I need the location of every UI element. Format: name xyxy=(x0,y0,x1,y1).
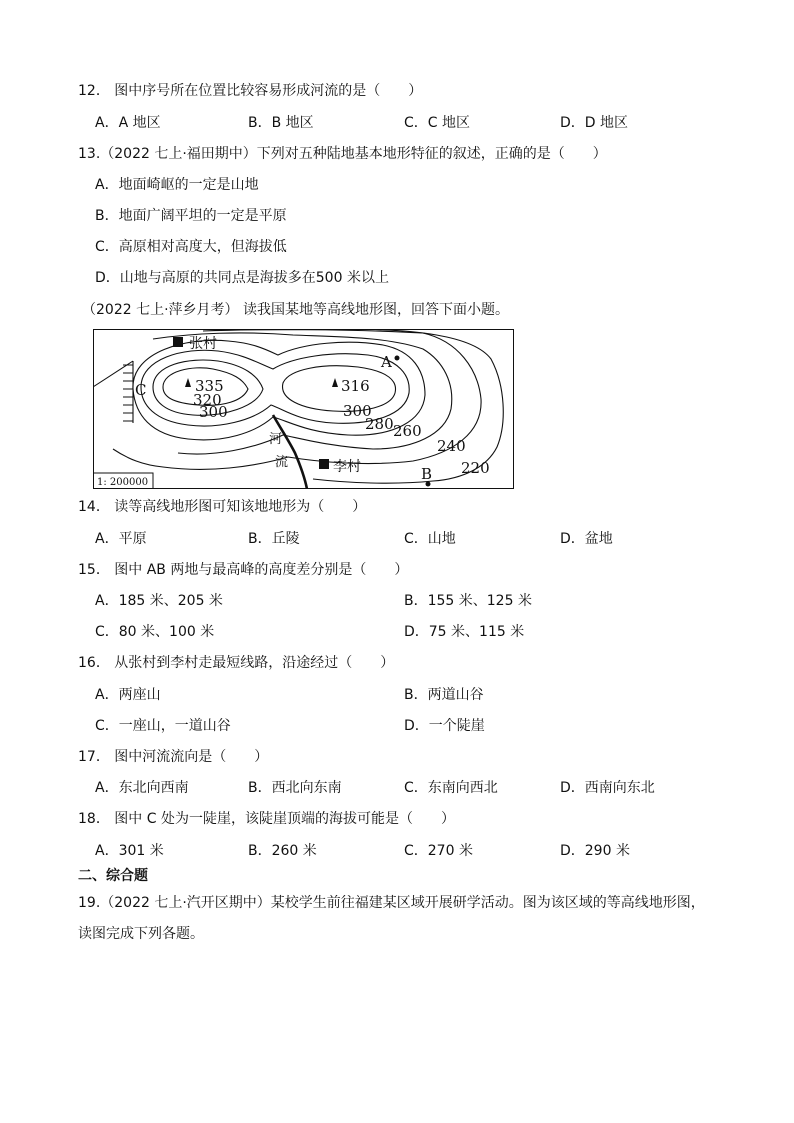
q18-option-b: B．260 米 xyxy=(248,843,317,859)
contour-map xyxy=(93,329,514,489)
q15-option-c: C．80 米、100 米 xyxy=(95,624,215,640)
point-a-label: A xyxy=(381,353,392,371)
q17-option-c: C．东南向西北 xyxy=(404,780,498,796)
q15-option-a: A．185 米、205 米 xyxy=(95,593,223,609)
contour-label: 260 xyxy=(393,422,422,440)
q18-option-d: D．290 米 xyxy=(560,843,630,859)
q15-option-b: B．155 米、125 米 xyxy=(404,593,532,609)
contour-label: 220 xyxy=(461,459,490,477)
village-south-label: 李村 xyxy=(333,459,361,475)
q13-option-b: B．地面广阔平坦的一定是平原 xyxy=(95,208,287,224)
river-label-2: 流 xyxy=(275,455,289,470)
q12-option-d: D．D 地区 xyxy=(560,115,629,131)
q16-option-b: B．两道山谷 xyxy=(404,687,484,703)
point-c-label: C xyxy=(135,381,147,399)
q12-stem: 12． 图中序号所在位置比较容易形成河流的是（ ） xyxy=(78,83,423,99)
q14-stem: 14． 读等高线地形图可知该地地形为（ ） xyxy=(78,499,367,515)
contour-label: 320 xyxy=(193,391,222,409)
q17-option-d: D．西南向东北 xyxy=(560,780,655,796)
contour-label: 280 xyxy=(365,415,394,433)
q12-option-a: A．A 地区 xyxy=(95,115,161,131)
village-north-symbol xyxy=(173,337,183,347)
village-south-symbol xyxy=(319,459,329,469)
q18-option-a: A．301 米 xyxy=(95,843,164,859)
river-label-1: 河 xyxy=(269,432,283,447)
q15-option-d: D．75 米、115 米 xyxy=(404,624,525,640)
map-scale: 1: 200000 xyxy=(97,477,149,488)
q14-option-d: D．盆地 xyxy=(560,531,613,547)
q14-option-c: C．山地 xyxy=(404,531,456,547)
q13-option-c: C．高原相对高度大，但海拔低 xyxy=(95,239,287,255)
q18-option-c: C．270 米 xyxy=(404,843,473,859)
q17-option-a: A．东北向西南 xyxy=(95,780,189,796)
q14-option-b: B．丘陵 xyxy=(248,531,300,547)
q14-option-a: A．平原 xyxy=(95,531,147,547)
section-heading: 二、综合题 xyxy=(78,868,148,884)
q16-option-c: C．一座山，一道山谷 xyxy=(95,718,231,734)
q16-stem: 16． 从张村到李村走最短线路，沿途经过（ ） xyxy=(78,655,395,671)
contour-label: 300 xyxy=(199,403,228,421)
peak-west-label: 335 xyxy=(195,377,224,395)
village-north-label: 张村 xyxy=(189,336,217,352)
contour-label: 300 xyxy=(343,402,372,420)
q19-line-2: 读图完成下列各题。 xyxy=(78,926,204,942)
point-b-label: B xyxy=(421,465,433,483)
q13-option-a: A．地面崎岖的一定是山地 xyxy=(95,177,259,193)
contour-label: 240 xyxy=(437,437,466,455)
q12-option-b: B．B 地区 xyxy=(248,115,314,131)
q15-stem: 15． 图中 AB 两地与最高峰的高度差分别是（ ） xyxy=(78,562,409,578)
q18-stem: 18． 图中 C 处为一陡崖，该陡崖顶端的海拔可能是（ ） xyxy=(78,811,455,827)
group-intro: （2022 七上·萍乡月考） 读我国某地等高线地形图，回答下面小题。 xyxy=(82,302,509,318)
q13-stem: 13.（2022 七上·福田期中）下列对五种陆地基本地形特征的叙述，正确的是（ ） xyxy=(78,146,607,162)
peak-east-label: 316 xyxy=(341,377,370,395)
q12-option-c: C．C 地区 xyxy=(404,115,471,131)
q17-option-b: B．西北向东南 xyxy=(248,780,342,796)
point-a-dot xyxy=(395,356,400,361)
q16-option-d: D．一个陡崖 xyxy=(404,718,485,734)
q16-option-a: A．两座山 xyxy=(95,687,161,703)
q19-line-1: 19.（2022 七上·汽开区期中）某校学生前往福建某区域开展研学活动。图为该区域的等高线地形图， xyxy=(78,895,705,911)
q17-stem: 17． 图中河流流向是（ ） xyxy=(78,749,269,765)
q13-option-d: D．山地与高原的共同点是海拔多在500 米以上 xyxy=(95,270,389,286)
